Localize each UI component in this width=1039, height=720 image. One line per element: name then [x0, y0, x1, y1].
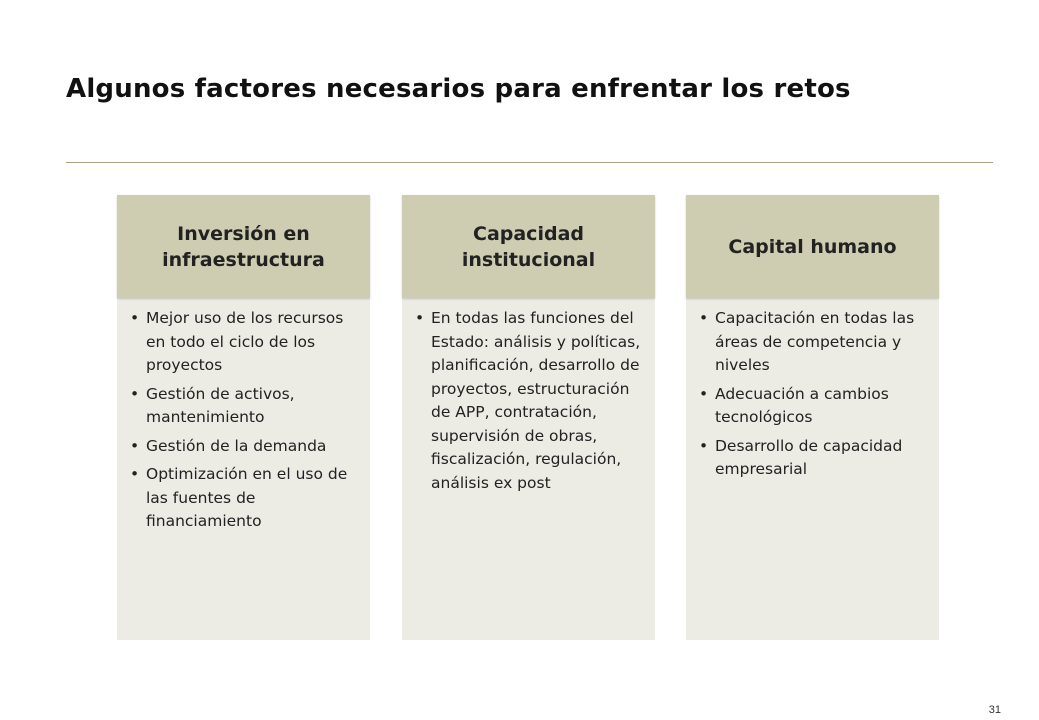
column-header [686, 195, 939, 298]
bullet-list [402, 307, 655, 500]
bullet-text: Optimización en el uso de las fuentes de financiamiento [146, 465, 348, 530]
bullet-item [117, 463, 370, 534]
bullet-icon: • [130, 309, 140, 327]
slide-title: Algunos factores necesarios para enfrentar los retos [66, 74, 851, 104]
page-number: 31 [988, 704, 1001, 716]
bullet-icon: • [699, 309, 709, 327]
bullet-item [686, 307, 939, 378]
bullet-item [686, 435, 939, 482]
column-header-label: Capital humano [728, 235, 897, 258]
bullet-text: Gestión de la demanda [146, 436, 327, 455]
column-header-label: Capacidad institucional [461, 222, 596, 271]
bullet-icon: • [699, 384, 709, 403]
title-divider [66, 162, 993, 163]
column-header-label: Inversión en infraestructura [162, 222, 325, 271]
column-header [117, 195, 370, 298]
bullet-item [117, 307, 370, 378]
bullet-list [686, 307, 939, 487]
bullet-icon: • [130, 465, 140, 483]
bullet-text: En todas las funciones del Estado: análisis y políticas, planificación, desarrollo de proyectos, estructuración de APP, contratación, supervisión de obras, fiscalización, regulación, análisis ex post [431, 309, 641, 492]
bullet-text: Desarrollo de capacidad empresarial [715, 436, 903, 478]
factor-column-capacidad [402, 195, 655, 640]
bullet-icon: • [130, 436, 140, 455]
bullet-icon: • [699, 436, 709, 455]
bullet-item [402, 307, 655, 495]
column-header [402, 195, 655, 298]
factor-column-infraestructura [117, 195, 370, 640]
bullet-item [117, 435, 370, 459]
bullet-list [117, 307, 370, 539]
bullet-item [686, 383, 939, 430]
bullet-text: Capacitación en todas las áreas de competencia y niveles [715, 309, 915, 374]
factor-column-capital-humano [686, 195, 939, 640]
bullet-icon: • [415, 309, 425, 327]
bullet-text: Mejor uso de los recursos en todo el ciclo de los proyectos [146, 309, 344, 374]
bullet-icon: • [130, 384, 140, 403]
bullet-text: Gestión de activos, mantenimiento [146, 384, 295, 426]
bullet-text: Adecuación a cambios tecnológicos [715, 384, 889, 426]
bullet-item [117, 383, 370, 430]
